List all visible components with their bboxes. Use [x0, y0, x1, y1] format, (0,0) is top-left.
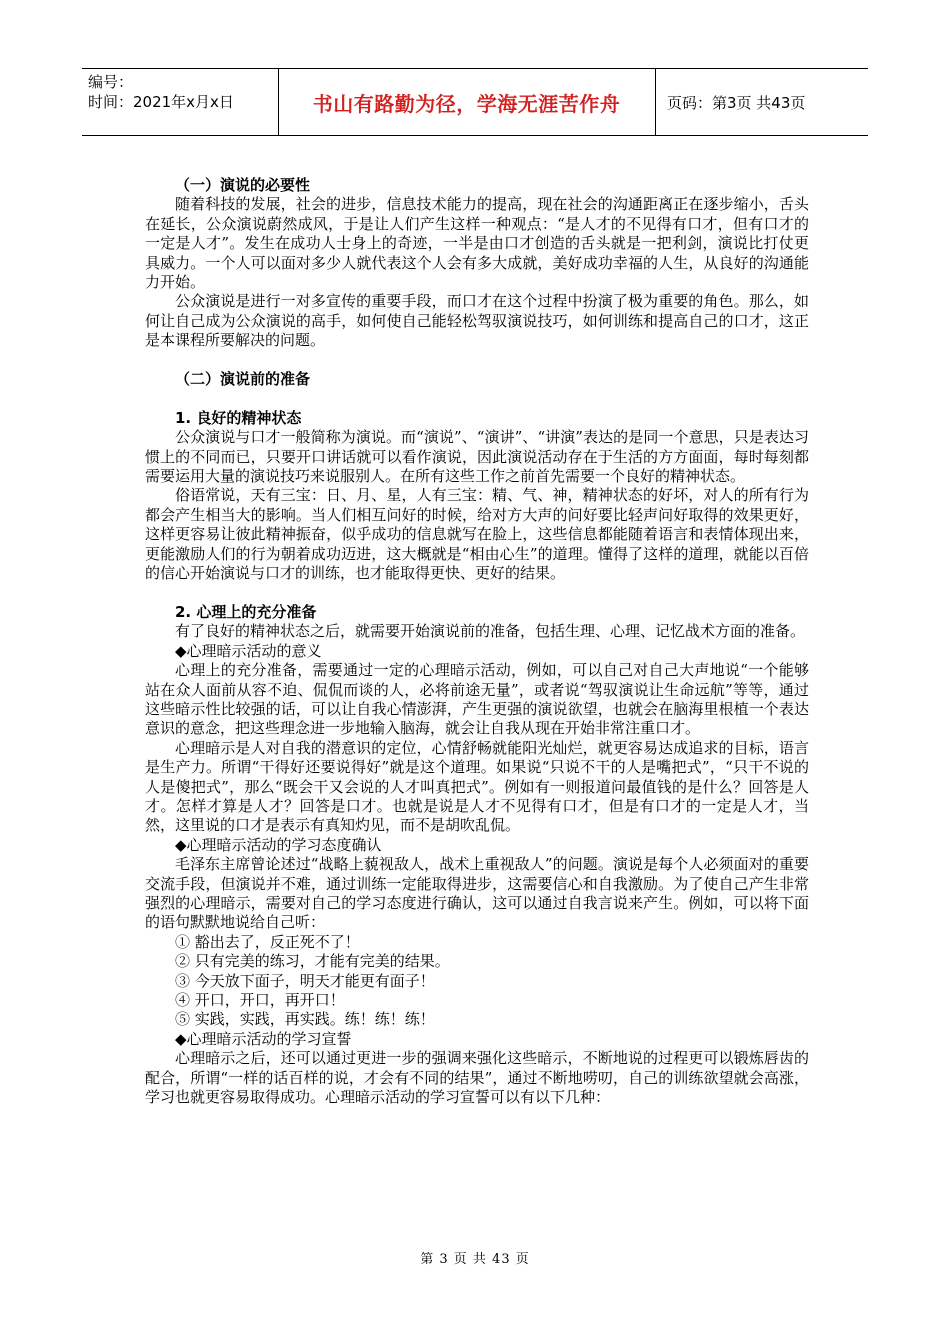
body-paragraph: ⑤ 实践，实践，再实践。练！练！练！: [175, 1010, 435, 1029]
header-meta: [88, 72, 234, 112]
body-paragraph: 心理暗示之后，还可以通过更进一步的强调来强化这些暗示，不断地说的过程更可以锻炼唇齿的配合，所谓“一样的话百样的说，才会有不同的结果”，通过不断地唠叨，自己的训练欲望就会高涨，学习也就更容易取得成功。心理暗示活动的学习宣誓可以有以下几种：: [145, 1049, 809, 1107]
body-paragraph: 心理上的充分准备，需要通过一定的心理暗示活动，例如，可以自己对自己大声地说“一个能够站在众人面前从容不迫、侃侃而谈的人，必将前途无量”，或者说“驾驭演说让生命远航”等等，通过这些暗示性比较强的话，可以让自我心情澎湃，产生更强的演说欲望，也就会在脑海里根植一个表达意识的意念，把这些理念进一步地输入脑海，就会让自我从现在开始非常注重口才。: [145, 661, 809, 738]
body-paragraph: ④ 开口，开口，再开口！: [175, 991, 345, 1010]
body-paragraph: ◆心理暗示活动的意义: [175, 641, 322, 660]
header-code-label: 编号：: [88, 73, 134, 91]
paragraph-gap: [145, 584, 809, 603]
body-paragraph: ◆心理暗示活动的学习态度确认: [175, 835, 382, 854]
body-paragraph: 随着科技的发展，社会的进步，信息技术能力的提高，现在社会的沟通距离正在逐步缩小，舌头在延长，公众演说蔚然成风，于是让人们产生这样一种观点：“是人才的不见得有口才，但有口才的一定是人才”。发生在成功人士身上的奇迹，一半是由口才创造的舌头就是一把利剑，演说比打仗更具威力。一个人可以面对多少人就代表这个人会有多大成就，美好成功幸福的人生，从良好的沟通能力开始。: [145, 195, 809, 292]
body-paragraph: 心理暗示是人对自我的潜意识的定位，心情舒畅就能阳光灿烂，就更容易达成追求的目标，语言是生产力。所谓“干得好还要说得好”就是这个道理。如果说“只说不干的人是嘴把式”，“只干不说的人是傻把式”，那么“既会干又会说的人才叫真把式”。例如有一则报道问最值钱的是什么？回答是人才。怎样才算是人才？回答是口才。也就是说是人才不见得有口才，但是有口才的一定是人才，当然，这里说的口才是表示有真知灼见，而不是胡吹乱侃。: [145, 738, 809, 835]
section-heading: （二）演说前的准备: [175, 370, 311, 389]
section-heading: 2. 心理上的充分准备: [175, 602, 317, 621]
body-paragraph: ① 豁出去了，反正死不了！: [175, 932, 360, 951]
body-paragraph: 毛泽东主席曾论述过“战略上藐视敌人，战术上重视敌人”的问题。演说是每个人必须面对的重要交流手段，但演说并不难，通过训练一定能取得进步，这需要信心和自我激励。为了使自己产生非常强烈的心理暗示，需要对自己的学习态度进行确认，这可以通过自我言说来产生。例如，可以将下面的语句默默地说给自己听：: [145, 855, 809, 932]
header-page-info: 页码：第3页 共43页: [667, 93, 806, 112]
body-paragraph: ② 只有完美的练习，才能有完美的结果。: [175, 952, 450, 971]
header-date: 时间：2021年x月x日: [88, 93, 234, 111]
body-paragraph: 公众演说与口才一般简称为演说。而“演说”、“演讲”、“讲演”表达的是同一个意思，只是表达习惯上的不同而已，只要开口讲话就可以看作演说，因此演说活动存在于生活的方方面面，每时每刻都需要运用大量的演说技巧来说服别人。在所有这些工作之前首先需要一个良好的精神状态。: [145, 428, 809, 486]
body-paragraph: 俗语常说，天有三宝：日、月、星，人有三宝：精、气、神，精神状态的好坏，对人的所有行为都会产生相当大的影响。当人们相互问好的时候，给对方大声的问好要比轻声问好取得的效果更好，这样更容易让彼此精神振奋，似乎成功的信息就写在脸上，这些信息都能随着语言和表情体现出来，更能激励人们的行为朝着成功迈进，这大概就是“相由心生”的道理。懂得了这样的道理，就能以百倍的信心开始演说与口才的训练，也才能取得更快、更好的结果。: [145, 486, 809, 583]
paragraph-gap: [145, 351, 809, 370]
body-paragraph: ◆心理暗示活动的学习宣誓: [175, 1029, 352, 1048]
section-heading: （一）演说的必要性: [175, 176, 311, 194]
page-footer: 第 3 页 共 43 页: [420, 1252, 530, 1267]
document-body: [145, 176, 809, 1107]
page-header: [82, 68, 868, 136]
section-heading: 1. 良好的精神状态: [175, 408, 302, 427]
body-paragraph: 有了良好的精神状态之后，就需要开始演说前的准备，包括生理、心理、记忆战术方面的准备。: [175, 622, 806, 641]
header-motto: 书山有路勤为径，学海无涯苦作舟: [312, 91, 621, 116]
body-paragraph: 公众演说是进行一对多宣传的重要手段，而口才在这个过程中扮演了极为重要的角色。那么，如何让自己成为公众演说的高手，如何使自己能轻松驾驭演说技巧，如何训练和提高自己的口才，这正是本课程所要解决的问题。: [145, 292, 809, 350]
body-paragraph: ③ 今天放下面子，明天才能更有面子！: [175, 971, 435, 990]
paragraph-gap: [145, 389, 809, 408]
header-divider-right: [655, 68, 656, 136]
